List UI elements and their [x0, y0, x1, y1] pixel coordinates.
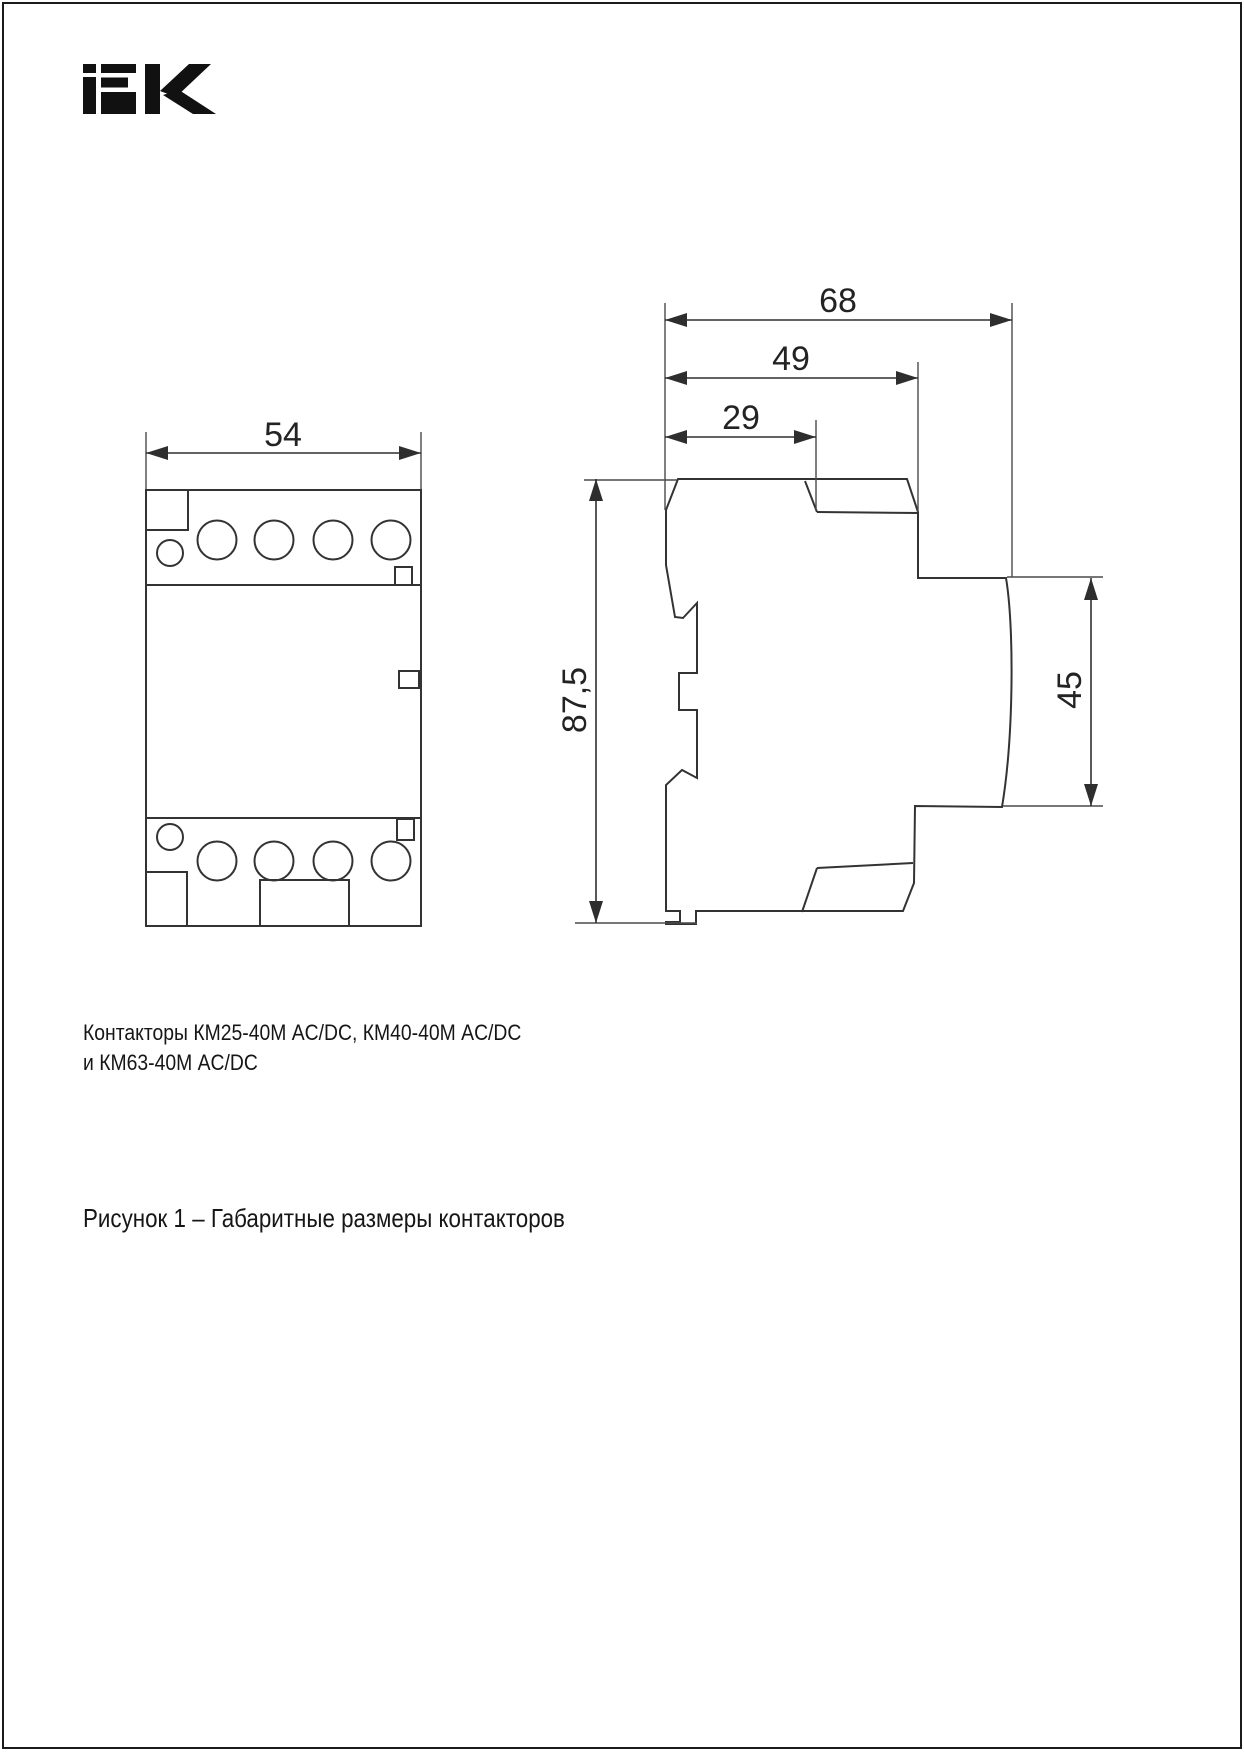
- din-clip-foot-top-edge: [817, 863, 913, 868]
- arrowhead-left: [665, 313, 687, 327]
- logo-e-bottom-bar: [101, 92, 136, 114]
- arrowhead-right: [794, 430, 816, 444]
- terminal-screw-hole: [255, 842, 294, 881]
- product-caption: [83, 1018, 521, 1078]
- dim-label-875: 87,5: [556, 666, 594, 734]
- side-view: [666, 479, 1012, 924]
- front-bottom-left-block: [146, 872, 187, 926]
- product-caption-line2: и КМ63-40М AC/DC: [83, 1050, 258, 1075]
- indicator-hole: [157, 824, 183, 850]
- dimension-lines: [146, 320, 1091, 923]
- arrowhead-right: [896, 371, 918, 385]
- logo-e-top-bar: [101, 64, 136, 73]
- arrowhead-right: [990, 313, 1012, 327]
- front-side-slot: [399, 671, 419, 688]
- figure-caption: Рисунок 1 – Габаритные размеры контакторов: [83, 1203, 565, 1233]
- arrowhead-right: [399, 446, 421, 460]
- logo-i-dot: [83, 64, 96, 73]
- arrowhead-down: [589, 901, 603, 923]
- iek-logo: [83, 64, 216, 114]
- arrowhead-left: [665, 430, 687, 444]
- arrowhead-left: [665, 371, 687, 385]
- terminal-screw-hole: [372, 521, 411, 560]
- side-top-step-surface: [817, 512, 918, 513]
- logo-k-stem: [145, 64, 160, 114]
- logo-e-mid-bar: [101, 78, 128, 88]
- logo-k-lower-arm: [163, 90, 216, 114]
- dim-label-68: 68: [819, 282, 857, 320]
- dimension-extension-lines: [146, 303, 1103, 923]
- dimension-labels: [264, 282, 1089, 733]
- front-bottom-center-block: [260, 880, 349, 926]
- terminal-screw-hole: [314, 842, 353, 881]
- arrowhead-up: [1084, 578, 1098, 600]
- terminal-screw-hole: [372, 842, 411, 881]
- indicator-hole: [157, 540, 183, 566]
- dim-label-54: 54: [264, 416, 302, 454]
- terminal-screw-hole: [198, 521, 237, 560]
- arrowhead-left: [146, 446, 168, 460]
- logo-k-upper-arm: [160, 64, 211, 97]
- product-caption-line1: Контакторы КМ25-40М AC/DC, КМ40-40М AC/DC: [83, 1020, 522, 1045]
- dimension-arrowheads: [146, 313, 1098, 923]
- arrowhead-down: [1084, 784, 1098, 806]
- front-top-left-notch: [146, 490, 188, 530]
- bottom-strip-slot: [397, 819, 414, 840]
- logo-i-stem: [83, 77, 96, 114]
- dim-label-45: 45: [1051, 671, 1089, 709]
- terminal-screw-hole: [314, 521, 353, 560]
- top-strip-slot: [395, 567, 412, 585]
- front-view: [146, 490, 421, 926]
- dim-label-49: 49: [772, 340, 810, 378]
- terminal-screw-hole: [198, 842, 237, 881]
- side-top-step-slant: [805, 481, 817, 512]
- dim-label-29: 29: [722, 399, 760, 437]
- arrowhead-up: [589, 479, 603, 501]
- terminal-screw-hole: [255, 521, 294, 560]
- din-clip-foot-left-edge: [802, 868, 817, 912]
- side-body-outline: [666, 479, 1012, 924]
